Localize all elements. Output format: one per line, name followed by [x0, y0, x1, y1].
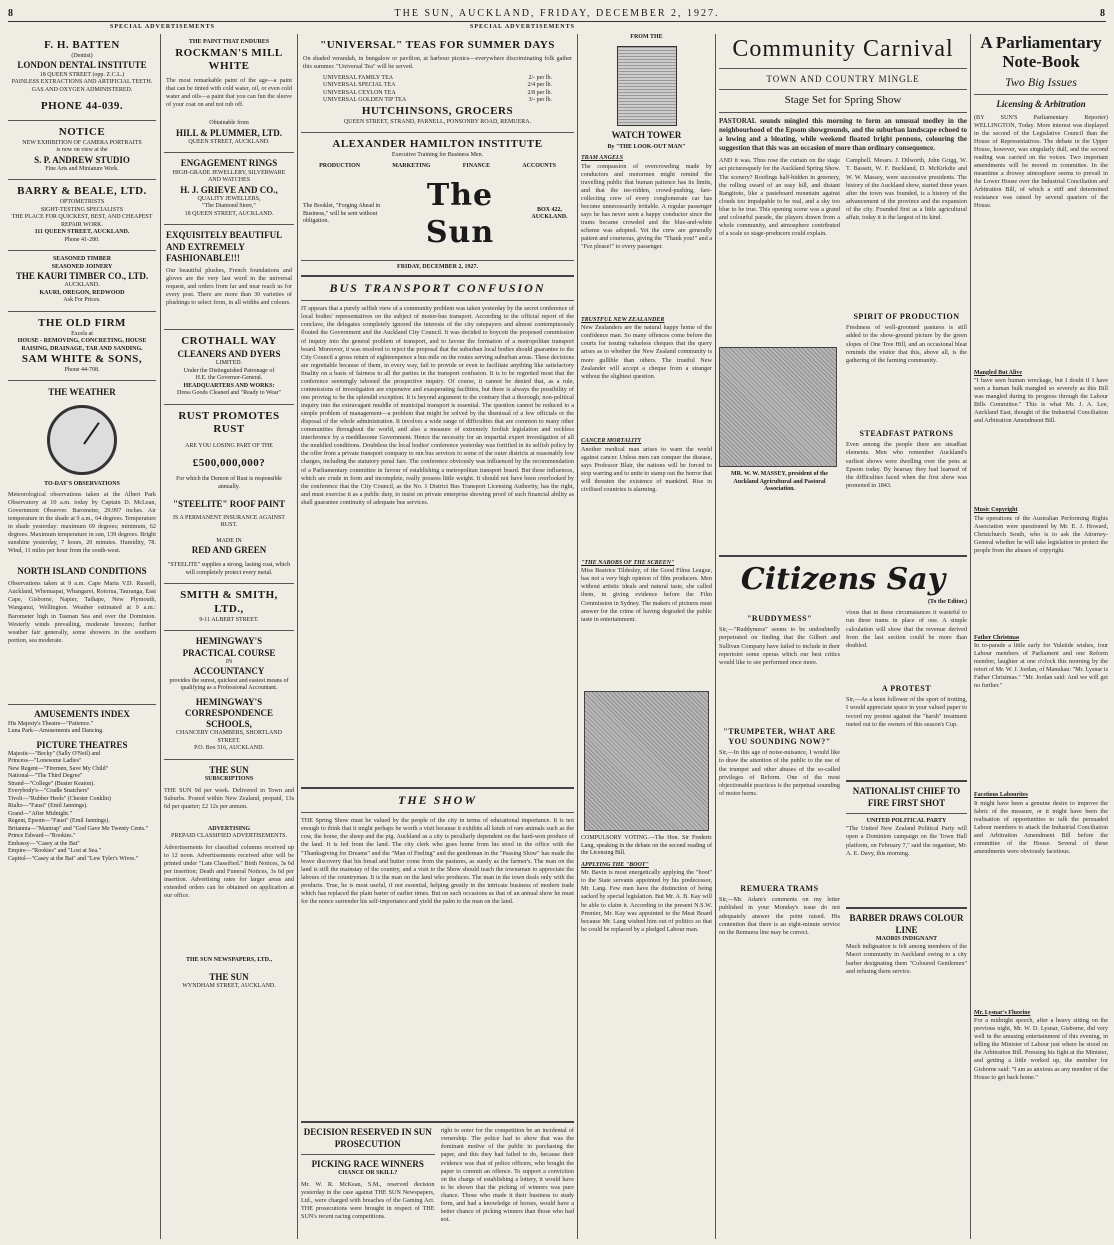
- letter-protest-heading: A PROTEST: [881, 684, 932, 694]
- community-carnival-title: Community Carnival: [732, 36, 954, 62]
- masthead-title: THE SUN, AUCKLAND, FRIDAY, DECEMBER 2, 1927.: [394, 8, 720, 20]
- page-number-right: 8: [1100, 8, 1106, 20]
- list-item: Tivoli—"Rubber Heels" (Chester Conklin): [8, 795, 111, 802]
- ad-smith-smith: SMITH & SMITH, LTD., 9-11 ALBERT STREET.: [164, 584, 294, 631]
- letter-ruddymess-heading: "RUDDYMESS": [746, 614, 813, 624]
- citizens-say-title: Citizens Say: [740, 562, 946, 598]
- cc-subtitle: TOWN AND COUNTRY MINGLE: [766, 74, 920, 84]
- picture-theatre-list: [8, 751, 156, 864]
- sir-frederic-lang-photo: [584, 691, 709, 831]
- letter-trumpeter-heading: "TRUMPETER, WHAT ARE YOU SOUNDING NOW?": [723, 727, 836, 747]
- bus-transport-headline: BUS TRANSPORT CONFUSION: [329, 281, 546, 296]
- section-lysnar-fluorine: Mr. Lysnar's Fluorine: [974, 1009, 1031, 1016]
- list-item: Rialto—"Faust" (Emil Jannings).: [8, 803, 88, 810]
- column-watchtower: FROM THE WATCH TOWER By "THE LOOK-OUT MAN" TRAM ANGELS The compassion of overcrowding made by conductors and motormen might remind the travelling public that human patience has its limits, and that the tee-ridden, crowd-pushing, fare-collecting crew of every conglomerate car has become unnecessarily irritable. A regular passenger says he has never seen a happy conductor since the trams became crowded and the blue-and-white scheme was adopted. Yet the crew are generally patient and courteous, giving the "Thank you!" and a "Fez please!" to every passenger. TRUSTFUL NEW ZEALANDER New Zealanders are the natural happy home of the confidence man. So many offences come before the courts for issuing valueless cheques that the query arises as to whether the New Zealand community is more gullible than others. The trustful New Zealander will accept a cheque from a stranger without the slightest question. CANCER MORTALITY Another medical man arises to warn the world against cancer. Unless men can conquer the disease, says Professor Blair, the nations will be forced to stop warring and to unite to stamp out the horror that will threaten the existence of mankind. Rise in civilised countries is alarming. "THE NABOBS OF THE SCREEN" Miss Beatrice Tildesley, of the Good Films League, has not a very high opinion of film producers. Men without artistic ideals and natural taste, she called them, in giving evidence before the Film Commission in Sydney. The makers of pictures must answer for the crime of having degraded the public taste in entertainment. COMPULSORY VOTING.—The Hon. Sir Frederic Lang, speaking in the debate on the second reading of the Licensing Bill. APPLYING THE "BOOT" Mr. Bavin is most energetically applying the "boot" to the State servants appointed by his predecessor, Mr. Lang. Few men have the distinction of being sacked by special legislation. But Mr. A. B. Kay will be able to claim it. According to the present N.S.W. Premier, Mr. Kay was appointed to the Meat Board because Mr. Lang wished him out of politics so that he could be replaced by a pledged Labour man.: [581, 34, 712, 933]
- steadfast-patrons-heading: STEADFAST PATRONS: [859, 429, 954, 439]
- section-trustful-nz: TRUSTFUL NEW ZEALANDER: [581, 316, 665, 323]
- ad-engagement-rings: ENGAGEMENT RINGS HIGH-GRADE JEWELLERY, SILVERWARE AND WATCHES H. J. GRIEVE AND CO., QUALITY JEWELLERS, "The Diamond Store," 18 QUEEN STREET, AUCKLAND.: [164, 153, 294, 225]
- north-island-heading: NORTH ISLAND CONDITIONS: [17, 566, 147, 576]
- decision-reserved-article: DECISION RESERVED IN SUN PROSECUTION PICKING RACE WINNERS CHANCE OR SKILL? Mr. W. R. McKean, S.M., reserved decision yesterday in the case against THE SUN Newspapers, Ltd., were charged with breaches of the Gaming Act. THE prosecutions were brought in respect of THE SUN's recent racing competitions. right to enter for the competition be an incidental of ownership. The police had to show that was the dominant motive of the public in purchasing the paper, and this they had failed to do, because their evidence was that of police officers, who bought the paper to commit an offence. To support a conviction on the charge of establishing a lottery, it would have to be shown that the picking of winners was pure chance. Those who made it their business to study form, and had a knowledge of horses, would have a better chance of picking winners than those who had not.: [301, 1127, 574, 1223]
- list-item: Grand—"After Midnight.": [8, 810, 72, 817]
- barber-colour-line-headline: BARBER DRAWS COLOUR LINE: [849, 913, 964, 935]
- column-rule: [577, 34, 578, 1239]
- united-political-party-subhead: UNITED POLITICAL PARTY: [866, 817, 947, 824]
- weather-text: Meteorological observations taken at the Albert Park Observatory at 10 a.m. today by Captain D. McLean, Government Observer. Barometer, 29.997 inches. Air temperature in the shade at 9 a.m., 64 degrees. Temperature in shade yesterday: maximum 69 degrees; minimum, 62 degrees. Maximum temperature in sun, 139 degrees. Bright sunshine yesterday, 7 hours, 20 minutes. Humidity, 78. Wind, 11 miles per hour from the south-west.: [8, 491, 156, 555]
- ad-batten: F. H. BATTEN (Dentist) LONDON DENTAL INSTITUTE 18 QUEEN STREET (opp. Z.C.L.) PAINLESS EXTRACTIONS AND ARTIFICIAL TEETH. GAS AND OXYGEN ADMINISTERED. PHONE 44-039.: [8, 34, 156, 121]
- column-community-carnival: Community Carnival TOWN AND COUNTRY MINGLE Stage Set for Spring Show PASTORAL sounds mingled this morning to form an unusual medley in the neighbourhood of the Epsom showgrounds, and the suburban landscape echoed to a lowing and a bleating, while weekend floated bright pennons, colouring the suggestion that this was an occasion of more than ordinary consequence. AND it was. Thus rose the curtain on the stage act picturesquely for the Auckland Spring Show. The scenery? Roofings half-hidden in greenery, the rolling sward of an easy hill, and distant Rangitoto, like a pasteboard mountain against clouds too impalpable to be real, and a sky too blue to be true. This opening scene was a grand and colourful parade, the players drawn from a whole community, and atmosphere contributed of a scale so stage-producers could explain. MR. W. W. MASSEY, president of the Auckland Agricultural and Pastoral Association. Campbell. Messrs. J. Dilworth, John Grigg, W. T. Bassett, W. F. Buckland, D. McKirkdie and W. W. Massey, were successive presidents. The history of the Auckland show, started three years after the town was founded, is a history of the advancement of the province and the expansion of the city. Founded first as a little agricultural affair, today it is the largest of its kind. SPIRIT OF PRODUCTION Freshness of well-groomed pastures is still added to the show-ground picture by the green slopes of One Tree Hill, and an occasional bleat reminds the visitor that this, above all, is the gathering of the farming community. STEADFAST PATRONS Even among the people there are steadfast elements. Men who remember Auckland's earliest shows were dwelling over the pens at Epsom today. By hearsay they had learned of the difficulties faced when the first show was promoted in 1843. Citizens Say (To the Editor.) "RUDDYMESS" Sir,—"Ruddymess" seems to be undoubtedly perpetrated on finding that the Gilbert and Sullivan Company have failed to include in their repertoire some operas which our best critics would like to see performed once more. "TRUMPETER, WHAT ARE YOU SOUNDING NOW?" Sir,—In this age of noise-nuisance, I would like to draw the attention of the public to the use of the trumpet and other abuses of the so-called privileges of Reform. One of the most objectionable practices is the perpetual sounding of motor horns. REMUERA TRAMS Sir,—Mr. Adam's comments on my letter published in your Monday's issue do not adequately answer the point raised. His contention that there is an eight-minute service on the Remuera line may be correct. vious that in these circumstances it wasteful to run three trams in place of one. A simple calculation will show that the revenue derived from the last section could be more than doubled. A PROTEST Sir,—As a keen follower of the sport of trotting, I would appreciate space in your valued paper to record my protest against the "harsh" treatment meted out to the owners of this season's Cup. NATIONALIST CHIEF TO FIRE FIRST SHOT UNITED POLITICAL PARTY "The United New Zealand Political Party will open a Dominion campaign on the Town Hall platform, on February 7," said the organiser, Mr. A. E. Davy, this morning. BARBER DRAWS COLOUR LINE MAORIS INDIGNANT Much indignation is felt among members of the Maori community in Auckland owing to a city barber designating them "Coloured Gentlemen" and refusing them service.: [719, 36, 967, 975]
- ad-universal-teas: "UNIVERSAL" TEAS FOR SUMMER DAYS On shaded verandah, in bungalow or pavilion, at harbour picnics—everywhere discriminating folk gather this summer. "Universal Tea" will be served. UNIVERSAL FAMILY TEA 2/- per lb. UNIVERSAL SPECIAL TEA 2/4 per lb. UNIVERSAL CEYLON TEA 2/8 per lb. UNIVERSAL GOLDEN TIP TEA 3/- per lb. HUTCHINSONS, GROCERS QUEEN STREET, STRAND, PARNELL, PONSONBY ROAD, REMUERA.: [301, 34, 574, 133]
- parliamentary-subtitle: Two Big Issues: [1005, 75, 1077, 90]
- masthead: [8, 8, 1106, 22]
- list-item: Empire—"Rookies" and "Lost at Sea.": [8, 848, 101, 855]
- section-music-copyright: Music Copyright: [974, 507, 1018, 514]
- maoris-indignant-subhead: MAORIS INDIGNANT: [875, 935, 938, 942]
- photo-caption-massey: MR. W. W. MASSEY, president of the Auckland Agricultural and Pastoral Association.: [730, 471, 829, 493]
- column-editorial: [301, 34, 574, 1239]
- list-item: National—"The Third Degree": [8, 773, 83, 780]
- cc-lead: PASTORAL sounds mingled this morning to form an unusual medley in the neighbourhood of the Epsom showgrounds, and the suburban landscape echoed to a lowing and a bleating, while weekend floated bright pennons, colouring the suggestion that this was an occasion of more than ordinary consequence.: [719, 117, 967, 153]
- list-item: Majestic—"Becky" (Sally O'Neil) and: [8, 750, 101, 757]
- list-item: Embassy—"Casey at the Bat": [8, 840, 80, 847]
- nationalist-chief-headline: NATIONALIST CHIEF TO FIRE FIRST SHOT: [852, 786, 961, 808]
- ad-kauri-timber: SEASONED TIMBER SEASONED JOINERY THE KAURI TIMBER CO., LTD. AUCKLAND. KAURI, OREGON, REDWOOD Ask For Prices.: [8, 251, 156, 312]
- mr-massey-photo: [719, 347, 837, 467]
- column-rule: [970, 34, 971, 1239]
- ad-notice: NOTICE NEW EXHIBITION OF CAMERA PORTRAITS is now on view at the S. P. ANDREW STUDIO Fine Arts and Miniature Work.: [8, 121, 156, 181]
- list-item: Regent, Epsom—"Faust" (Emil Jannings).: [8, 818, 110, 825]
- amusements-heading: AMUSEMENTS INDEX: [34, 709, 130, 720]
- sun-nameplate: The Sun: [425, 177, 495, 251]
- list-item: Capitol—"Casey at the Bat" and "Lew Tyler's Wives.": [8, 855, 139, 862]
- section-cancer-mortality: CANCER MORTALITY: [581, 438, 642, 445]
- the-show-headline: THE SHOW: [397, 793, 477, 808]
- column-parliamentary: A Parliamentary Note-Book Two Big Issues Licensing & Arbitration (BY SUN'S Parliamentary Reporter) WELLINGTON, Today. More interest was displayed in the second of the Legislative Council than the House of Representatives. The debate in the Upper House, however, was singularly dull, and the second reading was carried on the voices. Two important amendments will be moved in committee. In the meantime a drowsy atmosphere seems to prevail in the Lower House over the Industrial Conciliation and Arbitration Bill, of which a stiff and determined resistance was raised by several quarters of the House. Mangled But Alive "I have seen human wreckage, but I doubt if I have seen a human hulk mangled so severely as this Bill was mangled during its progress through the Labour Bills Committee." This is what Mr. J. A. Lee, Auckland East, thought of the Industrial Conciliation and Arbitration Amendment Bill. Music Copyright The operations of the Australian Performing Rights Association were questioned by Mr. E. J. Howard, Christchurch South, who is to ask the Attorney-General whether he will take legislation to protect the people from the abuses of copyright. Father Christmas In to-parade a little early for Yuletide wishes, four Labour members of Parliament and one Reform member, laughter at one o'clock this morning by the retort of Mr. W. J. Jordan, of Manukau: "Mr. Lysnar is Father Christmas." "Mr. Jordan said: And we will get no further." Facetious Labourites It might have been a genuine desire to improve the fabric of the measure, or it might have been the realisation of opportunities to talk the persuaded Labour members to attack the Industrial Conciliation and Arbitration Amendment Bill before the committee of the House. Several of these amendments were obviously facetious. Mr. Lysnar's Fluorine For a midnight speech, after a heavy sitting on the previous night, Mr. W. D. Lysnar, Gisborne, did very well in the amusing entertainment of this evening, in telling the Minister of Labour just where he stood on the Arbitration Bill. Pressing his fight at the Minister, and getting a little worked up, the member for Gisborne said: "I am as anxious as any member of the House to get back home.": [974, 34, 1108, 1081]
- page-number: 8: [8, 8, 14, 20]
- watchtower-header: FROM THE WATCH TOWER By "THE LOOK-OUT MAN": [607, 34, 686, 150]
- picture-theatres-heading: PICTURE THEATRES: [36, 739, 128, 750]
- section-tram-angels: TRAM ANGELS: [581, 155, 623, 162]
- bus-transport-article: IT appears that a purely selfish view of a community problem was taken yesterday by the secret conference of local bodies' representatives on the subject of motor-bus transport. According to the official report of the conclave, the delegates completely ignored the interests of the city ratepayers and almost contemptuously flouted the Government and the Auckland City Council. It was decided to boycott the proposed commission of inquiry into the general problem of transport, and to favour the formation of a metropolitan transport board. Moreover, it was resolved to reject the proposal that the suburban local bodies should guarantee to the City Council a gross return of eighteenpence a bus mile on the routes serving suburban areas. These decisions are regrettable because of them, in every way, fail to provide or even to facilitate anything like satisfactory finality on a basis of fairness to all the parties in the transport confusion. It is to be regretted most that the conference seemingly tabooed the prospective inquiry. Of course, it cannot be denied that, as a rule, commissions of investigation are expensive and exasperating facilities, but there is always the possibility of one proving to be the splendid exception. It is beyond argument to the contrary that a thorough, non-political inquiry into the extravagant muddle of municipal transport is essential. The question cannot be reduced to a simple problem of management—a problem that might be solved by the dismissal of a few officials or the disposal of the whole administration. It involves a wide range of difficulties that are common to many other communities throughout the world, and also a measure of extremely foolish legislation and reckless interference by a meddlesome Government. Hence the necessity for an impartial expert investigation of all the muddled conditions. Doubtless the local bodies' conference yesterday was fortified in its selfish policy by the offer from a private transport company to run bus services to some of the outer districts at reasonably low charges, including the statutory penal fare. The conference obviously was influenced by the recommendation of a Parliamentary committee in favour of establishing a metropolitan transport board. But these influences, which are crude in form and incomplete, really possess little weight. It should not have been overlooked by the conference that the City Council, as the No. 1 District Bus Transport Licensing Authority, has the right, and must exercise it as a public duty, to insist on private enterprise showing proof of such financial ability as shall guarantee continuity of adequate bus services.: [301, 305, 574, 506]
- list-item: Prince Edward—"Rookies.": [8, 833, 76, 840]
- section-applying-boot: APPLYING THE "BOOT": [581, 861, 649, 868]
- weather-section: THE WEATHER TO-DAY'S OBSERVATIONS Meteorological observations taken at the Albert Park Observatory at 10 a.m. today by Captain D. McLean, Government Observer. Barometer, 29.997 inches. Air temperature in the shade at 9 a.m., 64 degrees. Temperature in shade yesterday: maximum 69 degrees; minimum, 62 degrees. Maximum temperature in sun, 139 degrees. Bright sunshine yesterday, 7 hours, 20 minutes. Humidity, 78. Wind, 11 miles per hour from the south-west. NORTH ISLAND CONDITIONS Observations taken at 9 a.m. Cape Maria V.D. Russell, Auckland, Whenuapai, Whangarei, Rotorua, Tauranga, East Cape, Gisborne, Napier, Taihape, New Plymouth, Wanganui, Wellington. Weather estimated at 9 a.m.: Barometer high in Tasman Sea and over the Dominion. Westerly winds prevailing, moderate breezes; further weather fair generally, some showers in the southern portion, sea moderate. AMUSEMENTS INDEX His Majesty's Theatre—"Patience." Luna Park—Amusements and Dancing. PICTURE THEATRES Majestic—"Becky" (Sally O'Neil) and Princess—"Lonesome Ladies" New Regent—"Firemen, Save My Child" National—"The Third Degree" Strand—"College" (Buster Keaton). Everybody's—"Cradle Snatchers" Tivoli—"Rubber Heels" (Chester Conklin) Rialto—"Faust" (Emil Jannings). Grand—"After Midnight." Regent, Epsom—"Faust" (Emil Jannings). Britannia—"Mantrap" and "God Gave Me Twenty Cents." Prince Edward—"Rookies." Embassy—"Casey at the Bat" Empire—"Rookies" and "Lost at Sea." Capitol—"Casey at the Bat" and "Lew Tyler's Wives.": [8, 387, 156, 862]
- list-item: New Regent—"Firemen, Save My Child": [8, 765, 109, 772]
- ad-crothall: CROTHALL WAY CLEANERS AND DYERS LIMITED. Under the Distinguished Patronage of H.E. the Governor-General. HEADQUARTERS AND WORKS: Dress Goods Cleaned and "Ready to Wear": [164, 330, 294, 405]
- ad-fashionable: EXQUISITELY BEAUTIFUL AND EXTREMELY FASHIONABLE!!! Our beautiful plushes, French foundations and gloves are the very last word in the universal request, and orders from far and near reach us for every post. There are more than 30 varieties of plushings to select from, in all widths and colours.: [164, 225, 294, 330]
- list-item: Britannia—"Mantrap" and "God Gave Me Twenty Cents.": [8, 825, 149, 832]
- section-father-christmas: Father Christmas: [974, 634, 1020, 641]
- north-island-text: Observations taken at 9 a.m. Cape Maria V.D. Russell, Auckland, Whenuapai, Whangarei, Rotorua, Tauranga, East Cape, Gisborne, Napier, Taihape, New Plymouth, Wanganui, Wellington. Weather estimated at 9 a.m.: Barometer high in Tasman Sea and over the Dominion. Westerly winds prevailing, moderate breezes; further weather fair generally, some showers in the southern portion, sea moderate.: [8, 580, 156, 644]
- list-item: Everybody's—"Cradle Snatchers": [8, 788, 90, 795]
- list-item: Princess—"Lonesome Ladies": [8, 758, 82, 765]
- barometer-icon: [47, 405, 117, 475]
- section-label-left: SPECIAL ADVERTISEMENTS: [110, 24, 215, 30]
- editorial-date: FRIDAY, DECEMBER 2, 1927.: [397, 263, 478, 270]
- spirit-of-production-heading: SPIRIT OF PRODUCTION: [853, 312, 960, 322]
- the-show-article: THE Spring Show must be valued by the people of the city in terms of educational importance. It is not enough to think that it might perhaps be worth a visit because it exhibits all kinds of rare animals such as the cow, the horse, the sheep and the pig. Auckland as a city is peculiarly dependent on the hard-won produce of the land. It is fed from the land. The city clerk who goes home from his stool in the office with the "Thanksgiving for Dreams" and the "Man of Feeling" and the gentleman in the "Passing Show" has made the brave discovery that his bread and butter come from the pastures, as surely as the farmer's. The man on the land is still the mainstay of the country, and a visit to the Show should teach the townsman to appreciate the labours of the countryman. It is the man on the land who produces. The man in the town deals only with the products. True, he is most useful, if not essential, helping greatly in the intricate business of modern trade which has replaced the plain barter of earlier times. But on such occasions as that of an annual show he must for the nonce surrender his self-importance and yield the palm to the man on the land.: [301, 817, 574, 905]
- column-rule: [715, 34, 716, 1239]
- cc-headline: Stage Set for Spring Show: [784, 94, 902, 107]
- photo-caption-lang: COMPULSORY VOTING.—The Hon. Sir Frederic Lang, speaking in the debate on the second reading of the Licensing Bill.: [581, 835, 712, 857]
- section-label-mid: SPECIAL ADVERTISEMENTS: [470, 24, 575, 30]
- column-ads-left: [8, 34, 156, 1239]
- column-ads-second: [164, 34, 294, 1239]
- ad-rockman: THE PAINT THAT ENDURES ROCKMAN'S MILL WHITE The most remarkable paint of the age—a paint that can be tinted with cold water, oil, or even cold water and oils—a paint that you can fun the sleeve of your coat on and not rub off. Obtainable from HILL & PLUMMER, LTD. QUEEN STREET, AUCKLAND.: [164, 34, 294, 153]
- parliamentary-notebook-title: A Parliamentary Note-Book: [980, 34, 1102, 71]
- letter-remuera-trams-heading: REMUERA TRAMS: [740, 884, 819, 894]
- section-facetious-labourites: Facetious Labourites: [974, 792, 1028, 799]
- list-item: Strand—"College" (Buster Keaton).: [8, 780, 95, 787]
- column-rule: [160, 34, 161, 1239]
- column-rule: [297, 34, 298, 1239]
- ad-old-firm: THE OLD FIRM Excels at HOUSE - REMOVING, CONCRETING, HOUSE RAISING, DRAINAGE, TAR AND SANDING. SAM WHITE & SONS, Phone 44-708.: [8, 312, 156, 382]
- weather-heading: THE WEATHER: [48, 387, 116, 398]
- ad-steelite: RUST PROMOTES RUST ARE YOU LOSING PART OF THE £500,000,000? For which the Demon of Rust is responsible annually. "STEELITE" ROOF PAINT IS A PERMANENT INSURANCE AGAINST RUST. MADE IN RED AND GREEN "STEELITE" supplies a strong, lasting coat, which will completely protect every metal.: [164, 405, 294, 585]
- ad-sun-subscriptions: THE SUN SUBSCRIPTIONS THE SUN 9d per week. Delivered in Town and Suburbs. Posted within New Zealand, prepaid, 13s 6d per quarter; £2 12s per annum. ADVERTISING PREPAID CLASSIFIED ADVERTISEMENTS. Advertisements for classified columns received up to 12 noon. Advertisements received after will be printed under "Late Classified." Birth Notices, 3s 6d per insertion; Death and Funeral Notices, 3s 6d per insertion. Advertising rates for larger areas and extended orders can be obtained on application at our office. THE SUN NEWSPAPERS, LTD., THE SUN WYNDHAM STREET, AUCKLAND.: [164, 764, 294, 990]
- section-nabobs-screen: "THE NABOBS OF THE SCREEN": [581, 559, 675, 566]
- ad-barry-beale: BARRY & BEALE, LTD. OPTOMETRISTS SIGHT-TESTING SPECIALISTS THE PLACE FOR QUICKEST, BEST, AND CHEAPEST REPAIR WORK. 111 QUEEN STREET, AUCKLAND. Phone 41-280.: [8, 180, 156, 251]
- ad-hamilton-institute: ALEXANDER HAMILTON INSTITUTE Executive Training for Business Men. PRODUCTION MARKETING FINANCE ACCOUNTS The Booklet, "Forging Ahead in Business," will be sent without obligation. The Sun BOX 422, AUCKLAND.: [301, 133, 574, 261]
- citizens-say-subtitle: (To the Editor.): [927, 598, 967, 605]
- parliamentary-topic: Licensing & Arbitration: [996, 99, 1086, 110]
- ad-hemingway: HEMINGWAY'S PRACTICAL COURSE IN ACCOUNTANCY provides the surest, quickest and easiest means of qualifying as a Professional Accountant. HEMINGWAY'S CORRESPONDENCE SCHOOLS, CHANCERY CHAMBERS, SHORTLAND STREET. P.O. Box 516, AUCKLAND.: [164, 631, 294, 760]
- section-mangled-but-alive: Mangled But Alive: [974, 369, 1023, 376]
- watch-tower-illustration: [617, 46, 677, 126]
